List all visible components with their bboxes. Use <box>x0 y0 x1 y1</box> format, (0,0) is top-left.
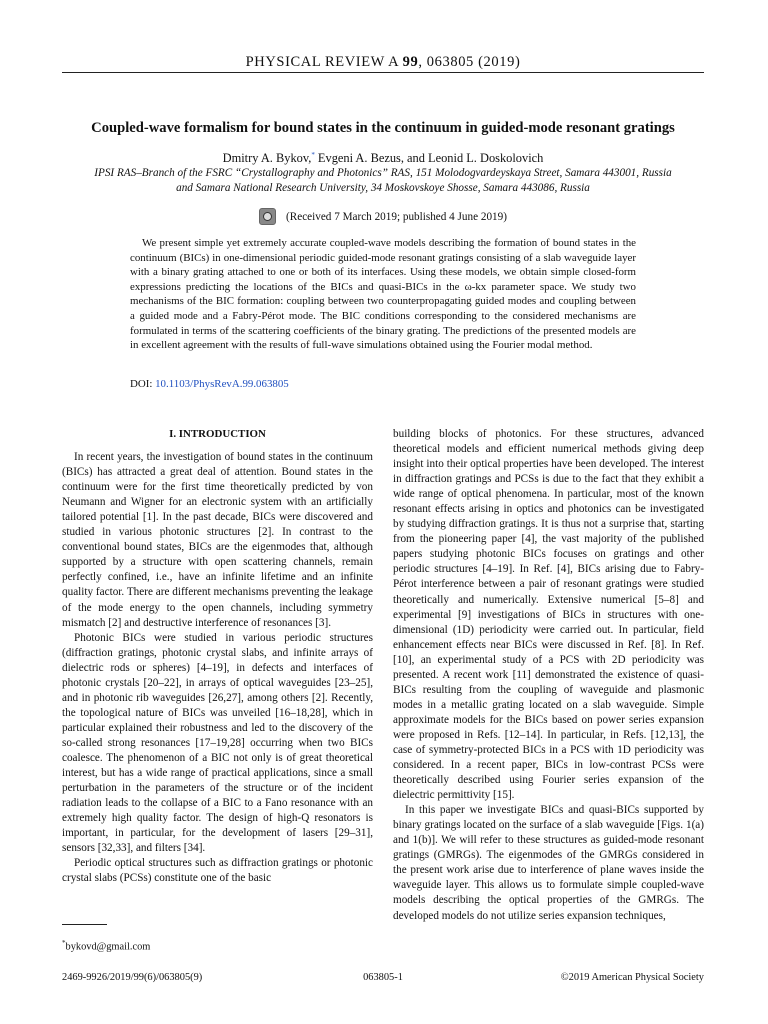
left-column <box>62 427 373 886</box>
journal-volume: 99 <box>402 54 419 70</box>
header-rule <box>62 72 704 73</box>
other-authors: Evgeni A. Bezus, and Leonid L. Doskolovich <box>314 151 544 166</box>
affiliation <box>62 166 704 196</box>
journal-issue: , 063805 (2019) <box>418 54 521 70</box>
footer-copyright: ©2019 American Physical Society <box>560 972 704 983</box>
doi-link[interactable]: 10.1103/PhysRevA.99.063805 <box>155 378 289 390</box>
footnote-mark: * <box>62 939 66 947</box>
affiliation-line-2: and Samara National Research University, 34 Moskovskoye Shosse, Samara 443086, Russia <box>176 182 590 194</box>
received-line <box>62 208 704 225</box>
author-1-footnote-link[interactable]: * <box>311 151 315 159</box>
doi-label: DOI: <box>130 378 156 390</box>
section-heading-introduction: I. INTRODUCTION <box>169 428 266 440</box>
intro-paragraph-3-continued: building blocks of photonics. For these structures, advanced theoretical models and efficient numerical methods giving deep insight into their optical properties have been developed. The interest in diffraction gratings and PCSs is due to the fact that they exhibit a wide range of optical phenomena. In particular, most of the known resonant effects arising in optics and photonics can be investigated by studying diffraction gratings. It is thus not a surprise that, starting from the pioneering paper [4], the vast majority of the published papers studying photonic BICs focuses on gratings and other periodic structures [4–19]. In Ref. [4], BICs arising due to Fabry-Pérot interference between a pair of resonant gratings were studied theoretically and numerically. Extensive numerical [5–8] and experimental [9] investigations of BICs in structures with one-dimensional (1D) periodicity were carried out. In particular, field enhancement effects near BICs were discussed in Ref. [8]. In Ref. [10], an experimental study of a PCS with 2D periodicity was presented. A recent work [11] demonstrated the existence of quasi-BICs resulting from the coupling of waveguide and plasmonic modes in a metallic grating located on a slab waveguide. Simple approximate models for the BICs based on power series expansion were proposed in Refs. [12–14]. In particular, in Refs. [12,13], the case of symmetry-protected BICs in a PCS with 1D periodicity was considered. In a recent paper, BICs in low-contrast PCSs were theoretically described using Fourier series expansion of the dielectric permittivity [15]. <box>393 428 704 802</box>
author-1: Dmitry A. Bykov, <box>222 151 312 166</box>
intro-paragraph-3: Periodic optical structures such as diffraction gratings or photonic crystal slabs (PCSs) constitute one of the basic <box>62 857 373 885</box>
paper-title: Coupled-wave formalism for bound states in the continuum in guided-mode resonant gratings <box>91 120 675 136</box>
journal-header <box>62 54 704 71</box>
intro-paragraph-1: In recent years, the investigation of bound states in the continuum (BICs) has attracted a great deal of attention. Bound states in the continuum were for the first time theoretically predicted by von Neumann and Wigner for an electronic system with an artificially tailored potential [1]. In the past decade, BICs were discovered and studied in various photonic structures [2]. In contrast to the conventional bound states, BICs are the eigenmodes that, although supported by a structure with open scattering channels, remain perfectly confined, i.e., have an infinite lifetime and an infinite quality factor. There are different mechanisms preventing the leakage of the mode energy to the open channels, including symmetry mismatch [2] and destructive interference of resonances [3]. <box>62 451 373 629</box>
received-dates: (Received 7 March 2019; published 4 June 2019) <box>286 210 507 223</box>
footer-page-number: 063805-1 <box>363 972 403 983</box>
footnote <box>62 939 150 952</box>
intro-paragraph-2: Photonic BICs were studied in various periodic structures (diffraction gratings, photonic crystal slabs, and infinite arrays of dielectric rods or spheres) [4–19], in defects and interfaces of photonic crystals [20–22], in arrays of optical waveguides [23–25], and in photonic rib waveguides [26,27], among others [2]. Recently, the topological nature of BICs was unveiled [16–18,28], which in particular explained their robustness and led to the discovery of the so-called strong resonances [17–19,28] occurring when two BICs coalesce. The phenomenon of a BIC not only is of great theoretical interest, but has a wide range of practical applications, since a small perturbation in the parameters of the structure or of the incident radiation leads to the collapse of a BIC to a Fano resonance with an extremely high quality factor. The design of high-Q resonators is important, in particular, for the development of lasers [29–31], sensors [32,33], and filters [34]. <box>62 631 373 855</box>
right-column <box>393 427 704 924</box>
author-list <box>62 151 704 166</box>
check-for-updates-icon[interactable] <box>259 208 276 225</box>
footnote-email[interactable]: bykovd@gmail.com <box>65 941 151 953</box>
doi-line <box>130 378 289 390</box>
affiliation-line-1: IPSI RAS–Branch of the FSRC “Crystallography and Photonics” RAS, 151 Molodogvardeyskaya Street, Samara 443001, Russia <box>94 167 672 179</box>
journal-name: PHYSICAL REVIEW A <box>245 54 399 70</box>
footnote-rule <box>62 924 107 925</box>
intro-paragraph-4: In this paper we investigate BICs and quasi-BICs supported by binary gratings located on the surface of a slab waveguide [Figs. 1(a) and 1(b)]. We will refer to these structures as guided-mode resonant gratings (GMRGs). The eigenmodes of the GMRGs considered in the present work arise due to interference of plane waves inside the waveguide layer. This allows us to formulate simple coupled-wave models describing the optical properties of the GMRGs. The developed models do not utilize series expansion techniques, <box>393 804 704 922</box>
footer-issn: 2469-9926/2019/99(6)/063805(9) <box>62 972 203 983</box>
abstract: We present simple yet extremely accurate coupled-wave models describing the formation of bound states in the continuum (BICs) in one-dimensional periodic guided-mode resonant gratings consisting of a slab waveguide layer with a binary grating attached to one or both of its interfaces. Using these models, we obtain simple closed-form expressions predicting the locations of the BICs and quasi-BICs in the ω-kx parameter space. We study two mechanisms of the BIC formation: coupling between two counterpropagating guided modes and coupling between a guided mode and a Fabry-Pérot mode. The BIC conditions corresponding to the considered mechanisms are formulated in terms of the scattering coefficients of the binary grating. The predictions of the presented models are in excellent agreement with the results of full-wave simulations obtained using the Fourier modal method. <box>130 237 636 352</box>
